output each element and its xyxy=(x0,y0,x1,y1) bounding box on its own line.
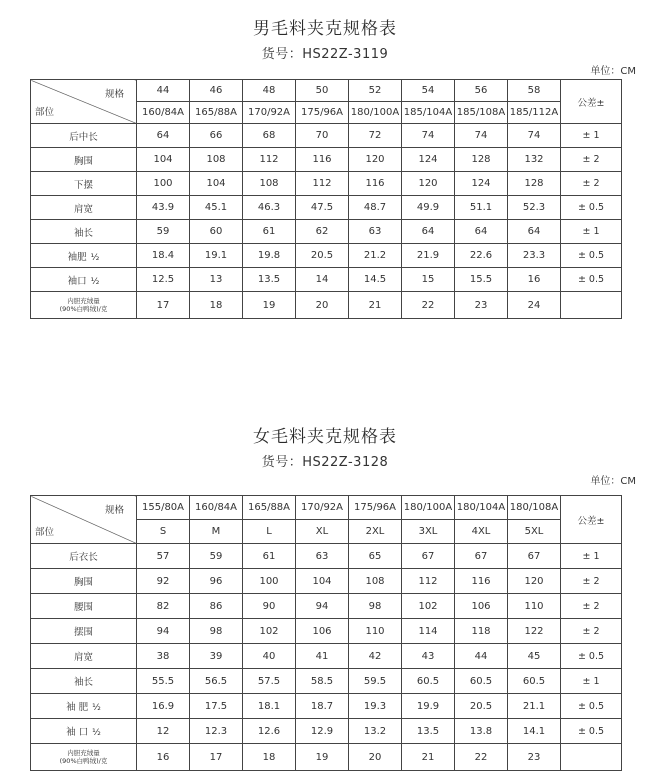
value-cell: 102 xyxy=(402,594,455,619)
value-cell: 16 xyxy=(137,744,190,771)
value-cell: 98 xyxy=(190,619,243,644)
value-cell: 82 xyxy=(137,594,190,619)
tolerance-cell: ± 2 xyxy=(561,594,622,619)
size-subheader-cell: L xyxy=(243,520,296,544)
tolerance-cell: ± 2 xyxy=(561,172,622,196)
size-header-cell: 180/108A xyxy=(508,496,561,520)
size-header-cell: 160/84A xyxy=(190,496,243,520)
row-label: 后衣长 xyxy=(69,552,98,563)
tolerance-cell: ± 0.5 xyxy=(561,196,622,220)
row-label-cell xyxy=(31,148,137,172)
tolerance-header-cell: 公差± xyxy=(561,496,622,544)
row-label-cell xyxy=(31,744,137,771)
value-cell: 110 xyxy=(349,619,402,644)
value-cell: 16 xyxy=(508,268,561,292)
value-cell: 67 xyxy=(402,544,455,569)
value-cell: 14.5 xyxy=(349,268,402,292)
header-row xyxy=(31,496,622,520)
value-cell: 20 xyxy=(349,744,402,771)
row-label-cell xyxy=(31,619,137,644)
size-header-cell: 180/100A xyxy=(402,496,455,520)
value-cell: 63 xyxy=(296,544,349,569)
value-cell: 45 xyxy=(508,644,561,669)
row-label-cell xyxy=(31,124,137,148)
row-label: 腰围 xyxy=(73,602,93,613)
size-header-cell: 48 xyxy=(243,80,296,102)
tolerance-cell: ± 0.5 xyxy=(561,694,622,719)
value-cell: 18.4 xyxy=(137,244,190,268)
size-header-cell: 170/92A xyxy=(296,496,349,520)
value-cell: 120 xyxy=(508,569,561,594)
value-cell: 19.3 xyxy=(349,694,402,719)
value-cell: 20 xyxy=(296,292,349,319)
value-cell: 14.1 xyxy=(508,719,561,744)
value-cell: 58.5 xyxy=(296,669,349,694)
value-cell: 12 xyxy=(137,719,190,744)
value-cell: 13.5 xyxy=(402,719,455,744)
part-header-label: 部位 xyxy=(35,527,55,538)
value-cell: 59 xyxy=(190,544,243,569)
table-row xyxy=(31,744,622,771)
value-cell: 74 xyxy=(455,124,508,148)
row-label-cell xyxy=(31,669,137,694)
row-label: 袖 口 xyxy=(66,727,89,738)
value-cell: 13.5 xyxy=(243,268,296,292)
table-row xyxy=(31,644,622,669)
size-header-cell: 155/80A xyxy=(137,496,190,520)
row-label: 后中长 xyxy=(69,131,98,143)
value-cell: 112 xyxy=(402,569,455,594)
value-cell: 72 xyxy=(349,124,402,148)
value-cell: 17.5 xyxy=(190,694,243,719)
value-cell: 41 xyxy=(296,644,349,669)
value-cell: 21 xyxy=(402,744,455,771)
value-cell: 46.3 xyxy=(243,196,296,220)
value-cell: 61 xyxy=(243,544,296,569)
value-cell: 86 xyxy=(190,594,243,619)
women-table-title: 女毛料夹克规格表 xyxy=(253,427,397,447)
value-cell: 20.5 xyxy=(455,694,508,719)
size-subheader-cell: 175/96A xyxy=(296,102,349,124)
value-cell: 51.1 xyxy=(455,196,508,220)
tolerance-cell: ± 1 xyxy=(561,220,622,244)
value-cell: 104 xyxy=(190,172,243,196)
row-label-cell xyxy=(31,569,137,594)
tolerance-cell: ± 1 xyxy=(561,544,622,569)
value-cell: 44 xyxy=(455,644,508,669)
value-cell: 74 xyxy=(402,124,455,148)
value-cell: 92 xyxy=(137,569,190,594)
value-cell: 57.5 xyxy=(243,669,296,694)
value-cell: 120 xyxy=(402,172,455,196)
value-cell: 124 xyxy=(455,172,508,196)
value-cell: 64 xyxy=(455,220,508,244)
men-size-table xyxy=(30,79,622,319)
size-header-cell: 175/96A xyxy=(349,496,402,520)
value-cell: 12.9 xyxy=(296,719,349,744)
size-subheader-cell: 185/108A xyxy=(455,102,508,124)
value-cell: 118 xyxy=(455,619,508,644)
row-label-cell xyxy=(31,719,137,744)
value-cell: 102 xyxy=(243,619,296,644)
header-row xyxy=(31,80,622,102)
row-label: 袖长 xyxy=(73,677,93,688)
table-row xyxy=(31,544,622,569)
tolerance-cell xyxy=(561,292,622,319)
table-row xyxy=(31,244,622,268)
value-cell: 22.6 xyxy=(455,244,508,268)
value-cell: 60 xyxy=(190,220,243,244)
value-cell: 100 xyxy=(243,569,296,594)
row-label: 摆围 xyxy=(73,627,93,638)
women-size-table xyxy=(30,495,622,771)
value-cell: 116 xyxy=(455,569,508,594)
value-cell: 19 xyxy=(243,292,296,319)
row-label-cell xyxy=(31,244,137,268)
size-subheader-cell: XL xyxy=(296,520,349,544)
half-mark: ½ xyxy=(92,703,101,713)
down-fill-sublabel: (90%白鸭绒)/克 xyxy=(59,757,108,765)
size-header-cell: 46 xyxy=(190,80,243,102)
value-cell: 64 xyxy=(137,124,190,148)
tolerance-cell xyxy=(561,744,622,771)
down-fill-label: 内胆充绒量 xyxy=(67,749,100,757)
value-cell: 24 xyxy=(508,292,561,319)
down-fill-sublabel: (90%白鸭绒)/克 xyxy=(59,305,108,313)
half-mark: ½ xyxy=(90,252,100,263)
value-cell: 20.5 xyxy=(296,244,349,268)
value-cell: 68 xyxy=(243,124,296,148)
value-cell: 94 xyxy=(137,619,190,644)
value-cell: 128 xyxy=(508,172,561,196)
value-cell: 48.7 xyxy=(349,196,402,220)
row-label: 袖长 xyxy=(73,227,93,239)
value-cell: 94 xyxy=(296,594,349,619)
size-subheader-cell: 185/112A xyxy=(508,102,561,124)
value-cell: 60.5 xyxy=(455,669,508,694)
value-cell: 100 xyxy=(137,172,190,196)
value-cell: 22 xyxy=(455,744,508,771)
size-header-cell: 52 xyxy=(349,80,402,102)
size-subheader-cell: 165/88A xyxy=(190,102,243,124)
value-cell: 106 xyxy=(455,594,508,619)
value-cell: 13.8 xyxy=(455,719,508,744)
value-cell: 52.3 xyxy=(508,196,561,220)
row-label: 袖口 xyxy=(67,275,87,287)
row-label-cell xyxy=(31,694,137,719)
value-cell: 96 xyxy=(190,569,243,594)
value-cell: 108 xyxy=(243,172,296,196)
tolerance-cell: ± 0.5 xyxy=(561,244,622,268)
row-label-cell xyxy=(31,220,137,244)
size-subheader-cell: 180/100A xyxy=(349,102,402,124)
value-cell: 49.9 xyxy=(402,196,455,220)
tolerance-cell: ± 2 xyxy=(561,569,622,594)
value-cell: 43.9 xyxy=(137,196,190,220)
size-header-cell: 50 xyxy=(296,80,349,102)
value-cell: 21.1 xyxy=(508,694,561,719)
size-subheader-cell: 3XL xyxy=(402,520,455,544)
table-row xyxy=(31,594,622,619)
tolerance-header-cell: 公差± xyxy=(561,80,622,124)
row-label-cell xyxy=(31,292,137,319)
value-cell: 110 xyxy=(508,594,561,619)
value-cell: 59.5 xyxy=(349,669,402,694)
value-cell: 112 xyxy=(296,172,349,196)
table-row xyxy=(31,569,622,594)
value-cell: 74 xyxy=(508,124,561,148)
value-cell: 108 xyxy=(190,148,243,172)
header-corner-cell xyxy=(31,80,137,124)
size-subheader-cell: 4XL xyxy=(455,520,508,544)
row-label: 胸围 xyxy=(73,155,93,167)
value-cell: 19.8 xyxy=(243,244,296,268)
value-cell: 108 xyxy=(349,569,402,594)
value-cell: 90 xyxy=(243,594,296,619)
row-label-cell xyxy=(31,644,137,669)
value-cell: 62 xyxy=(296,220,349,244)
size-header-cell: 56 xyxy=(455,80,508,102)
women-product-code: 货号：HS22Z-3128 xyxy=(261,455,389,470)
size-subheader-cell: M xyxy=(190,520,243,544)
value-cell: 23 xyxy=(508,744,561,771)
row-label: 胸围 xyxy=(73,577,93,588)
size-header-cell: 180/104A xyxy=(455,496,508,520)
size-header-cell: 165/88A xyxy=(243,496,296,520)
value-cell: 104 xyxy=(137,148,190,172)
value-cell: 64 xyxy=(402,220,455,244)
value-cell: 106 xyxy=(296,619,349,644)
value-cell: 19 xyxy=(296,744,349,771)
row-label: 下摆 xyxy=(73,179,93,191)
value-cell: 124 xyxy=(402,148,455,172)
part-header-label: 部位 xyxy=(35,107,55,118)
size-subheader-cell: S xyxy=(137,520,190,544)
value-cell: 17 xyxy=(137,292,190,319)
value-cell: 19.1 xyxy=(190,244,243,268)
down-fill-label: 内胆充绒量 xyxy=(67,297,100,305)
value-cell: 116 xyxy=(349,172,402,196)
value-cell: 114 xyxy=(402,619,455,644)
value-cell: 60.5 xyxy=(402,669,455,694)
women-unit-label: 单位：CM xyxy=(590,476,636,487)
value-cell: 57 xyxy=(137,544,190,569)
row-label: 肩宽 xyxy=(73,652,93,663)
table-row xyxy=(31,220,622,244)
value-cell: 104 xyxy=(296,569,349,594)
table-row xyxy=(31,619,622,644)
value-cell: 47.5 xyxy=(296,196,349,220)
table-row xyxy=(31,124,622,148)
value-cell: 116 xyxy=(296,148,349,172)
value-cell: 21 xyxy=(349,292,402,319)
value-cell: 66 xyxy=(190,124,243,148)
row-label: 袖肥 xyxy=(67,251,87,263)
row-label: 袖 肥 xyxy=(66,702,89,713)
value-cell: 67 xyxy=(508,544,561,569)
value-cell: 122 xyxy=(508,619,561,644)
tolerance-cell: ± 0.5 xyxy=(561,719,622,744)
value-cell: 15 xyxy=(402,268,455,292)
value-cell: 21.2 xyxy=(349,244,402,268)
value-cell: 13 xyxy=(190,268,243,292)
row-label-cell xyxy=(31,544,137,569)
tolerance-cell: ± 0.5 xyxy=(561,644,622,669)
row-label-cell xyxy=(31,196,137,220)
row-label-cell xyxy=(31,172,137,196)
table-row xyxy=(31,669,622,694)
value-cell: 12.3 xyxy=(190,719,243,744)
value-cell: 132 xyxy=(508,148,561,172)
value-cell: 67 xyxy=(455,544,508,569)
spec-header-label: 规格 xyxy=(104,89,124,100)
value-cell: 22 xyxy=(402,292,455,319)
value-cell: 65 xyxy=(349,544,402,569)
value-cell: 17 xyxy=(190,744,243,771)
value-cell: 40 xyxy=(243,644,296,669)
table-row xyxy=(31,292,622,319)
value-cell: 112 xyxy=(243,148,296,172)
half-mark: ½ xyxy=(90,276,100,287)
value-cell: 18 xyxy=(190,292,243,319)
men-unit-label: 单位：CM xyxy=(590,66,636,77)
tolerance-cell: ± 2 xyxy=(561,619,622,644)
value-cell: 61 xyxy=(243,220,296,244)
table-row xyxy=(31,172,622,196)
table-row xyxy=(31,719,622,744)
value-cell: 18.1 xyxy=(243,694,296,719)
value-cell: 19.9 xyxy=(402,694,455,719)
row-label-cell xyxy=(31,594,137,619)
value-cell: 14 xyxy=(296,268,349,292)
value-cell: 38 xyxy=(137,644,190,669)
value-cell: 98 xyxy=(349,594,402,619)
table-row xyxy=(31,196,622,220)
half-mark: ½ xyxy=(92,728,101,738)
value-cell: 55.5 xyxy=(137,669,190,694)
value-cell: 43 xyxy=(402,644,455,669)
value-cell: 70 xyxy=(296,124,349,148)
size-header-cell: 54 xyxy=(402,80,455,102)
row-label: 肩宽 xyxy=(73,203,93,215)
value-cell: 15.5 xyxy=(455,268,508,292)
table-row xyxy=(31,268,622,292)
value-cell: 12.5 xyxy=(137,268,190,292)
value-cell: 23 xyxy=(455,292,508,319)
value-cell: 56.5 xyxy=(190,669,243,694)
value-cell: 39 xyxy=(190,644,243,669)
tolerance-cell: ± 1 xyxy=(561,669,622,694)
value-cell: 16.9 xyxy=(137,694,190,719)
size-header-cell: 44 xyxy=(137,80,190,102)
tolerance-cell: ± 1 xyxy=(561,124,622,148)
size-subheader-cell: 2XL xyxy=(349,520,402,544)
value-cell: 18 xyxy=(243,744,296,771)
value-cell: 12.6 xyxy=(243,719,296,744)
tolerance-cell: ± 2 xyxy=(561,148,622,172)
men-table-title: 男毛料夹克规格表 xyxy=(253,19,397,39)
row-label-cell xyxy=(31,268,137,292)
value-cell: 120 xyxy=(349,148,402,172)
table-row xyxy=(31,694,622,719)
men-product-code: 货号：HS22Z-3119 xyxy=(261,47,389,62)
spec-header-label: 规格 xyxy=(104,505,124,516)
size-subheader-cell: 170/92A xyxy=(243,102,296,124)
header-corner-cell xyxy=(31,496,137,544)
value-cell: 64 xyxy=(508,220,561,244)
value-cell: 60.5 xyxy=(508,669,561,694)
value-cell: 18.7 xyxy=(296,694,349,719)
value-cell: 63 xyxy=(349,220,402,244)
tolerance-cell: ± 0.5 xyxy=(561,268,622,292)
value-cell: 42 xyxy=(349,644,402,669)
size-header-cell: 58 xyxy=(508,80,561,102)
size-subheader-cell: 185/104A xyxy=(402,102,455,124)
table-row xyxy=(31,148,622,172)
value-cell: 128 xyxy=(455,148,508,172)
size-subheader-cell: 5XL xyxy=(508,520,561,544)
size-subheader-cell: 160/84A xyxy=(137,102,190,124)
value-cell: 21.9 xyxy=(402,244,455,268)
value-cell: 45.1 xyxy=(190,196,243,220)
value-cell: 13.2 xyxy=(349,719,402,744)
value-cell: 59 xyxy=(137,220,190,244)
value-cell: 23.3 xyxy=(508,244,561,268)
